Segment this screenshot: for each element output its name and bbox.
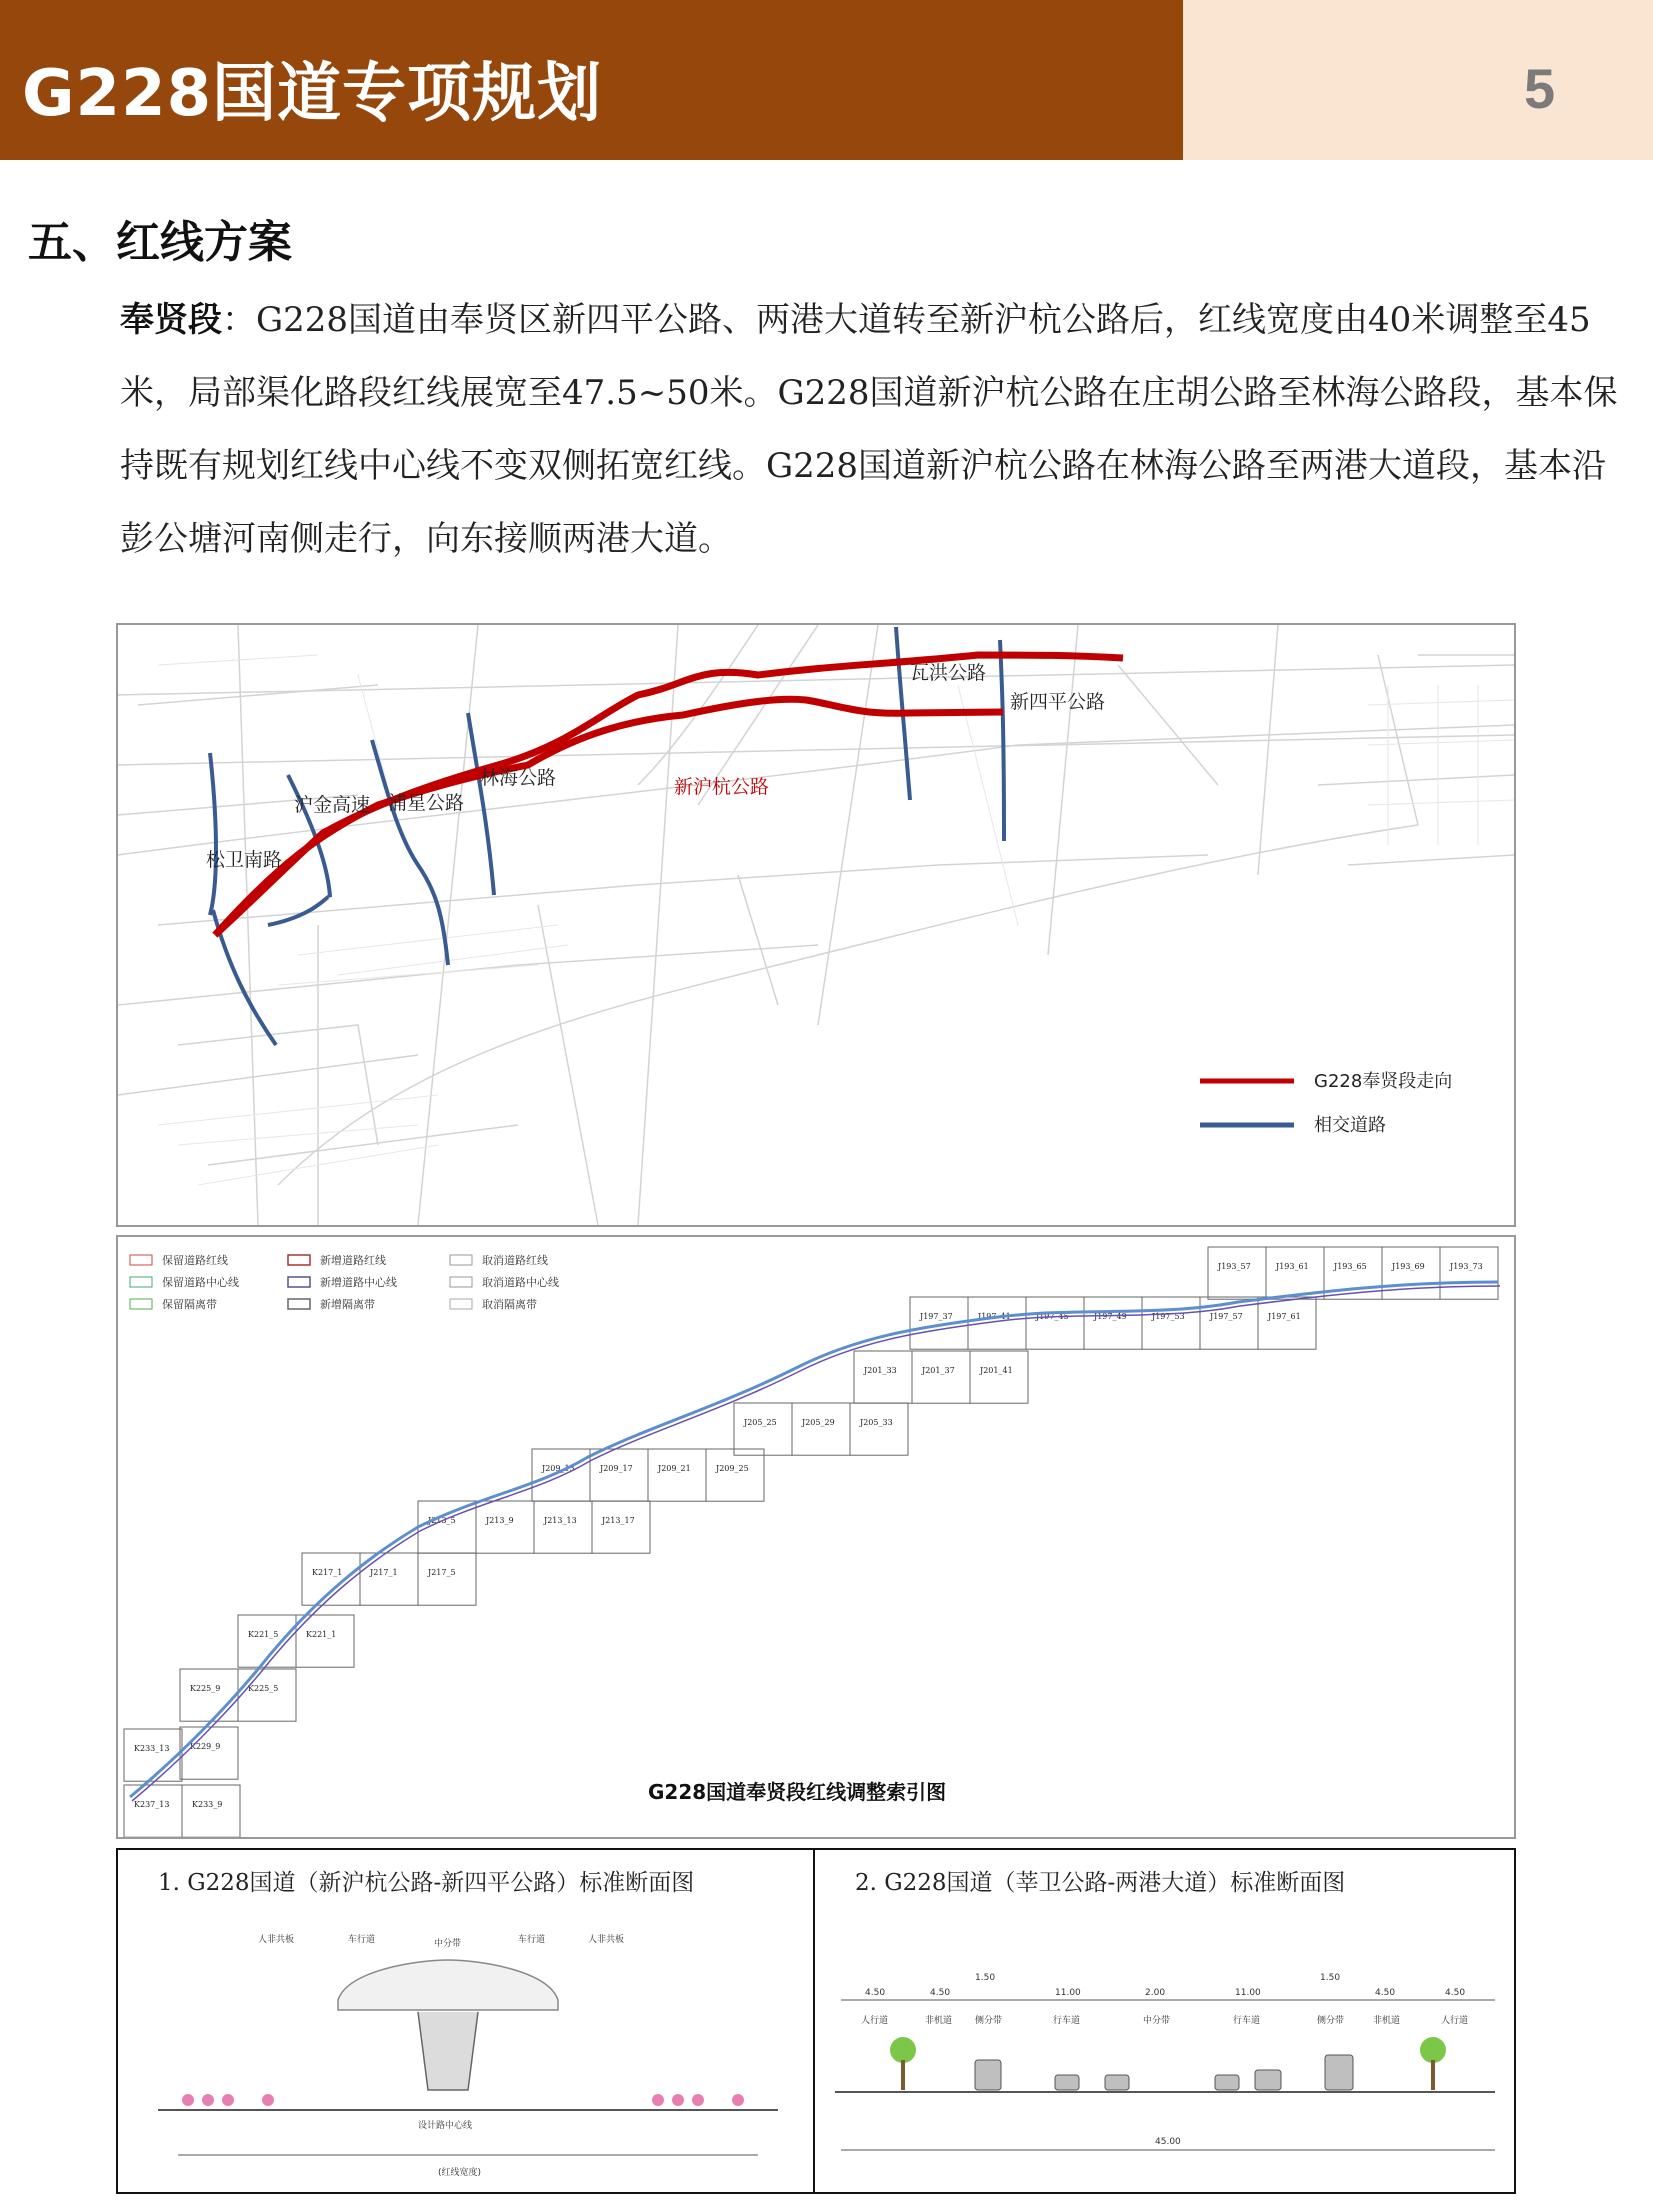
legend-cancel-median: 取消隔离带 [482, 1298, 537, 1311]
index-tile-label: K225_5 [248, 1684, 279, 1693]
cs1-label-ped-bike-right: 人非共板 [588, 1935, 625, 1945]
page-number: 5 [1524, 57, 1556, 120]
index-route-line-alt [132, 1286, 1500, 1801]
cs2-dim-8: 4.50 [1445, 1988, 1466, 1998]
legend-cross-label: 相交道路 [1314, 1115, 1386, 1136]
legend-cancel-centerline: 取消道路中心线 [482, 1276, 559, 1289]
section-paragraph [120, 284, 1620, 576]
index-tile [180, 1727, 238, 1779]
index-tile [792, 1403, 850, 1455]
cs2-dim-6: 1.50 [1320, 1973, 1341, 1983]
cs1-label-redline-width: (红线宽度) [438, 2168, 482, 2178]
index-tile-label: K233_13 [134, 1744, 170, 1753]
index-tile [238, 1669, 296, 1721]
index-tile [418, 1553, 476, 1605]
index-tile-label: J205_25 [744, 1418, 777, 1427]
cross-section-2-caption: 2. G228国道（莘卫公路-两港大道）标准断面图 [855, 1870, 1346, 1896]
label-xinsiping-road: 新四平公路 [1010, 691, 1106, 713]
cs2-dim-2: 1.50 [975, 1973, 996, 1983]
index-tile [1258, 1297, 1316, 1349]
index-tile [648, 1449, 706, 1501]
index-tile [912, 1351, 970, 1403]
index-tile [970, 1351, 1028, 1403]
index-tile [476, 1501, 534, 1553]
legend-cancel-redline: 取消道路红线 [482, 1254, 548, 1267]
index-tile [968, 1297, 1026, 1349]
cs2-total-width: 45.00 [1155, 2137, 1181, 2147]
legend-keep-median: 保留隔离带 [162, 1298, 217, 1311]
index-tile-label: J209_25 [716, 1464, 749, 1473]
index-tile-label: J213_13 [544, 1516, 577, 1525]
cs2-label-2: 侧分带 [975, 2016, 1003, 2026]
cross-section-2-canvas [815, 1850, 1514, 2192]
cs1-viaduct-pier [418, 2012, 478, 2090]
index-tile-label: J193_61 [1276, 1262, 1309, 1271]
section-title: 五、红线方案 [28, 217, 292, 268]
route-map [116, 623, 1516, 1227]
cs2-dims [865, 1973, 1465, 1998]
index-tile [1142, 1297, 1200, 1349]
index-tile-label: J193_65 [1334, 1262, 1367, 1271]
cs1-label-lane-right: 车行道 [518, 1935, 546, 1945]
cs2-dim-1: 4.50 [930, 1988, 951, 1998]
cs2-label-8: 人行道 [1441, 2016, 1469, 2026]
label-linhai-road: 林海公路 [480, 767, 557, 789]
index-tile-label: J205_33 [860, 1418, 893, 1427]
index-tile [534, 1501, 592, 1553]
cs2-dim-3: 11.00 [1055, 1988, 1081, 1998]
index-tile-label: J209_21 [658, 1464, 691, 1473]
index-tile-label: K229_9 [190, 1742, 221, 1751]
index-route-line [130, 1282, 1498, 1797]
index-tile-label: J213_5 [428, 1516, 456, 1525]
cs2-lane-labels [861, 2014, 1468, 2026]
index-tile-label: K233_9 [192, 1800, 223, 1809]
legend-route-label: G228奉贤段走向 [1314, 1071, 1453, 1092]
index-tile-label: J193_69 [1392, 1262, 1425, 1271]
cs1-label-median: 中分带 [434, 1939, 462, 1949]
cs1-viaduct-deck [338, 1960, 558, 2010]
cs2-label-1: 非机道 [925, 2016, 953, 2026]
label-hujin-expressway: 沪金高速 [294, 794, 371, 816]
index-tile [1084, 1297, 1142, 1349]
index-tile [734, 1403, 792, 1455]
cs2-label-6: 侧分带 [1317, 2016, 1345, 2026]
index-tile-label: J213_9 [486, 1516, 514, 1525]
index-tile [124, 1729, 182, 1781]
cross-section-1-canvas [118, 1850, 815, 2192]
index-tile [850, 1403, 908, 1455]
label-songwei-road: 松卫南路 [206, 849, 283, 871]
index-tile-label: J217_1 [370, 1568, 398, 1577]
index-tile [854, 1351, 912, 1403]
index-tile-label: J201_41 [980, 1366, 1013, 1375]
cs2-label-7: 非机道 [1373, 2016, 1401, 2026]
index-tile-label: J213_17 [602, 1516, 635, 1525]
cs1-label-ped-bike-left: 人非共板 [258, 1935, 295, 1945]
index-tile-grid [124, 1247, 1498, 1837]
cs1-trees-left [182, 2094, 274, 2106]
cross-section-1 [116, 1848, 817, 2194]
index-tile-label: K217_1 [312, 1568, 343, 1577]
index-tile-label: K237_13 [134, 1800, 170, 1809]
index-tile-label: J201_33 [864, 1366, 897, 1375]
label-puxing-road: 浦星公路 [388, 792, 465, 814]
index-tile [1026, 1297, 1084, 1349]
index-tile-label: J197_53 [1152, 1312, 1185, 1321]
cs2-trees [890, 2037, 1446, 2090]
header-accent [1183, 0, 1653, 160]
index-tile-label: J197_49 [1094, 1312, 1127, 1321]
index-tile-label: K221_5 [248, 1630, 279, 1639]
index-map [116, 1235, 1516, 1839]
index-tile [532, 1449, 590, 1501]
route-map-canvas [118, 625, 1514, 1225]
index-tile-label: J193_73 [1450, 1262, 1483, 1271]
label-waho-road: 瓦洪公路 [910, 662, 987, 684]
cs2-dim-4: 2.00 [1145, 1988, 1166, 1998]
index-tile-label: J209_13 [542, 1464, 575, 1473]
legend-new-centerline: 新增道路中心线 [320, 1276, 397, 1289]
index-tile [180, 1669, 238, 1721]
index-tile-label: J197_57 [1210, 1312, 1243, 1321]
index-tile-label: J197_41 [978, 1312, 1011, 1321]
legend-keep-centerline: 保留道路中心线 [162, 1276, 239, 1289]
cross-section-1-caption: 1. G228国道（新沪杭公路-新四平公路）标准断面图 [158, 1870, 695, 1896]
paragraph-body: ：G228国道由奉贤区新四平公路、两港大道转至新沪杭公路后，红线宽度由40米调整至45米，局部渠化路段红线展宽至47.5~50米。G228国道新沪杭公路在庄胡公路至林海公路段，基本保持既有规划红线中心线不变双侧拓宽红线。G228国道新沪杭公路在林海公路至两港大道段，基本沿彭公塘河南侧走行，向东接顺两港大道。 [120, 300, 1618, 559]
index-tile [706, 1449, 764, 1501]
index-tile-label: J197_37 [920, 1312, 953, 1321]
index-tile [182, 1785, 240, 1837]
index-tile [592, 1501, 650, 1553]
cs1-label-centerline: 设计路中心线 [418, 2121, 473, 2131]
index-tile-label: J201_37 [922, 1366, 955, 1375]
document-title: G228国道专项规划 [22, 57, 603, 131]
cs2-dim-7: 4.50 [1375, 1988, 1396, 1998]
cross-section-2 [813, 1848, 1516, 2194]
cs2-label-0: 人行道 [861, 2016, 889, 2026]
legend-keep-redline: 保留道路红线 [162, 1254, 228, 1267]
index-legend [130, 1253, 559, 1311]
cs1-trees-right [652, 2094, 744, 2106]
index-map-canvas [118, 1237, 1514, 1837]
legend-new-median: 新增隔离带 [320, 1298, 375, 1311]
cs1-label-lane-left: 车行道 [348, 1935, 376, 1945]
label-xinhuhang-road: 新沪杭公路 [674, 776, 770, 798]
index-tile-label: K225_9 [190, 1684, 221, 1693]
index-tile-label: J197_61 [1268, 1312, 1301, 1321]
cs2-dim-0: 4.50 [865, 1988, 886, 1998]
index-tile-label: K221_1 [306, 1630, 337, 1639]
index-tile-label: J197_45 [1036, 1312, 1069, 1321]
paragraph-lead: 奉贤段 [120, 300, 222, 340]
index-tile-label: J205_29 [802, 1418, 835, 1427]
cs2-dim-5: 11.00 [1235, 1988, 1261, 1998]
cs2-vehicles [975, 2055, 1353, 2090]
cs2-label-5: 行车道 [1233, 2016, 1261, 2026]
index-tile-label: J217_5 [428, 1568, 456, 1577]
cs2-label-4: 中分带 [1143, 2016, 1171, 2026]
index-tile [1440, 1247, 1498, 1299]
index-tile-label: J209_17 [600, 1464, 633, 1473]
index-tile [1208, 1247, 1266, 1299]
cs2-label-3: 行车道 [1053, 2016, 1081, 2026]
index-map-title: G228国道奉贤段红线调整索引图 [648, 1780, 947, 1804]
legend-new-redline: 新增道路红线 [320, 1254, 386, 1267]
index-tile-label: J193_57 [1218, 1262, 1251, 1271]
index-tile [1382, 1247, 1440, 1299]
